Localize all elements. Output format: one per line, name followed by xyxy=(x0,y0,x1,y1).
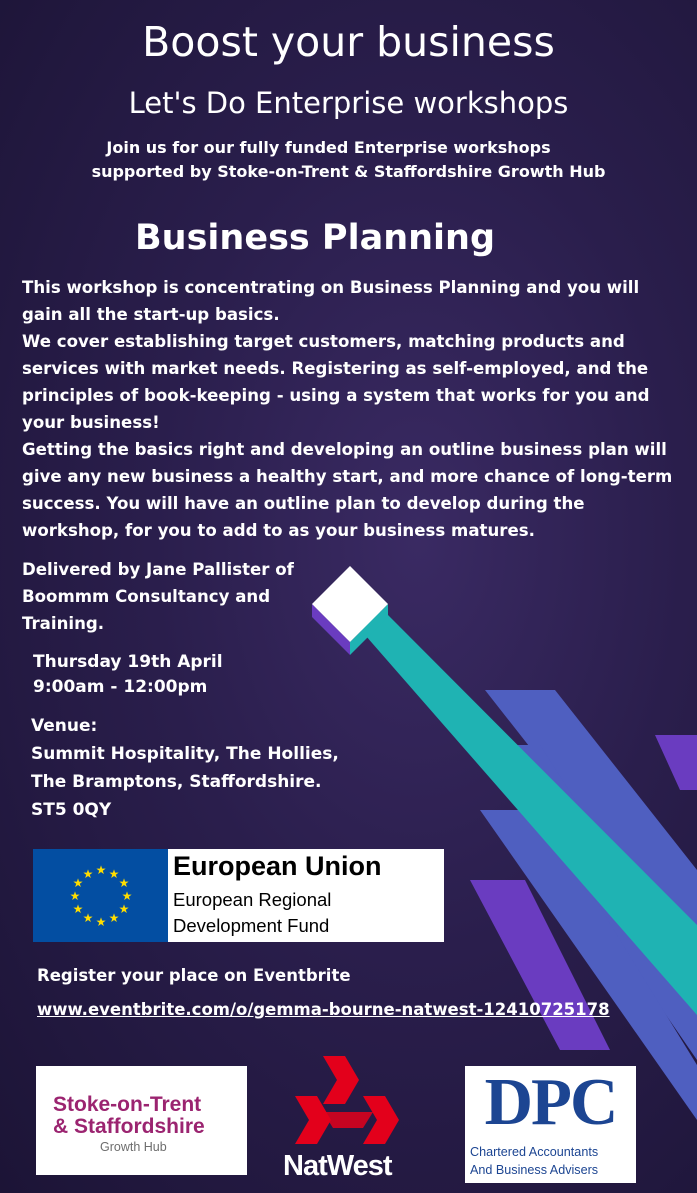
svg-text:★: ★ xyxy=(72,902,84,916)
growth-hub-line-1: Stoke-on-Trent xyxy=(53,1093,202,1116)
eu-fund-line-1: European Regional xyxy=(173,889,332,910)
eu-stars xyxy=(33,849,168,942)
eu-funding-logo xyxy=(33,849,444,942)
svg-text:★: ★ xyxy=(95,863,107,877)
purple-stripe-top xyxy=(655,735,697,790)
venue xyxy=(31,712,339,824)
natwest-cubes-icon xyxy=(293,1052,403,1152)
workshop-description xyxy=(22,274,677,544)
venue-postcode: ST5 0QY xyxy=(31,800,112,820)
svg-text:★: ★ xyxy=(108,911,120,925)
page-subtitle: Let's Do Enterprise workshops xyxy=(128,86,569,120)
svg-text:★: ★ xyxy=(95,915,107,929)
dpc-name: DPC xyxy=(484,1065,617,1139)
venue-label: Venue: xyxy=(31,716,98,736)
dpc-tagline-line-2: And Business Advisers xyxy=(470,1163,599,1177)
eu-flag-icon xyxy=(33,849,168,942)
dpc-tagline-line-1: Chartered Accountants xyxy=(470,1145,599,1159)
growth-hub-logo xyxy=(36,1066,247,1175)
workshop-date: Thursday 19th April xyxy=(33,652,223,672)
dpc-logo xyxy=(465,1066,636,1183)
venue-line-1: Summit Hospitality, The Hollies, xyxy=(31,744,339,764)
svg-text:★: ★ xyxy=(69,889,81,903)
register-text: Register your place on Eventbrite xyxy=(37,966,351,985)
dpc-tagline xyxy=(470,1143,598,1179)
intro-line-2: supported by Stoke-on-Trent & Staffordshire Growth Hub xyxy=(91,162,606,181)
natwest-wordmark: NatWest xyxy=(283,1150,392,1182)
growth-hub-line-3: Growth Hub xyxy=(100,1140,167,1154)
growth-hub-line-2: & Staffordshire xyxy=(53,1115,205,1138)
svg-text:★: ★ xyxy=(108,867,120,881)
venue-line-2: The Bramptons, Staffordshire. xyxy=(31,772,322,792)
workshop-time: 9:00am - 12:00pm xyxy=(33,677,208,697)
intro-text xyxy=(0,136,697,184)
workshop-heading: Business Planning xyxy=(135,218,495,258)
eu-title: European Union xyxy=(173,851,382,881)
intro-line-1: Join us for our fully funded Enterprise workshops xyxy=(106,138,551,157)
schedule xyxy=(33,650,223,700)
description-paragraph-1: This workshop is concentrating on Business Planning and you will gain all the start-up basics. xyxy=(22,278,640,324)
svg-text:★: ★ xyxy=(118,876,130,890)
eu-fund-line-2: Development Fund xyxy=(173,915,330,936)
svg-text:★: ★ xyxy=(121,889,133,903)
description-paragraph-3: Getting the basics right and developing an outline business plan will give any new business a healthy start, and more chance of long-term success. You will have an outline plan to develop during the workshop, for you to add to as your business matures. xyxy=(22,440,673,540)
description-paragraph-2: We cover establishing target customers, matching products and services with market needs. Registering as self-employed, and the principles of book-keeping - using a system that works for you and your business! xyxy=(22,332,650,432)
svg-text:★: ★ xyxy=(72,876,84,890)
page-title: Boost your business xyxy=(142,18,555,66)
svg-text:★: ★ xyxy=(82,867,94,881)
svg-text:★: ★ xyxy=(118,902,130,916)
eventbrite-link[interactable]: www.eventbrite.com/o/gemma-bourne-natwest-12410725178 xyxy=(37,1000,610,1019)
delivered-by: Delivered by Jane Pallister of Boommm Consultancy and Training. xyxy=(22,560,294,633)
svg-text:★: ★ xyxy=(82,911,94,925)
